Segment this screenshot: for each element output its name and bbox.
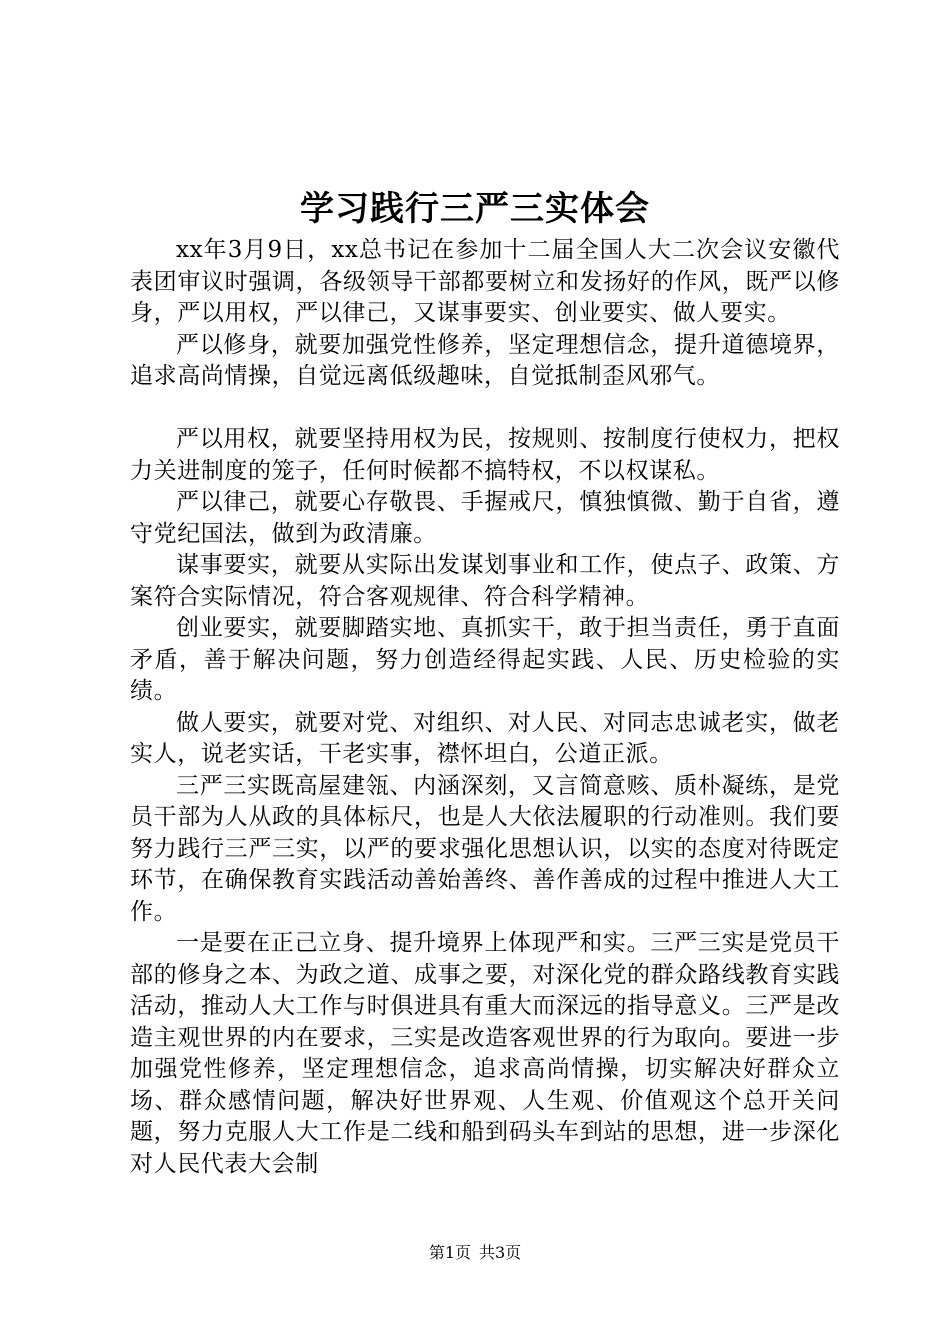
paragraph-self-discipline: 严以律己，就要心存敬畏、手握戒尺，慎独慎微、勤于自省，遵守党纪国法，做到为政清廉。: [130, 489, 840, 547]
paragraph-conduct: 做人要实，就要对党、对组织、对人民、对同志忠诚老实，做老实人，说老实话，干老实事，襟怀坦白，公道正派。: [130, 709, 840, 767]
paragraph-entrepreneurship: 创业要实，就要脚踏实地、真抓实干，敢于担当责任，勇于直面矛盾，善于解决问题，努力创造经得起实践、人民、历史检验的实绩。: [130, 615, 840, 704]
paragraph-point-one: 一是要在正己立身、提升境界上体现严和实。三严三实是党员干部的修身之本、为政之道、成事之要，对深化党的群众路线教育实践活动，推动人大工作与时俱进具有重大而深远的指导意义。三严是改造主观世界的内在要求，三实是改造客观世界的行为取向。要进一步加强党性修养，坚定理想信念，追求高尚情操，切实解决好群众立场、群众感情问题，解决好世界观、人生观、价值观这个总开关问题，努力克服人大工作是二线和船到码头车到站的思想，进一步深化对人民代表大会制: [130, 930, 840, 1177]
document-body: [130, 235, 840, 1180]
paragraph-planning: 谋事要实，就要从实际出发谋划事业和工作，使点子、政策、方案符合实际情况，符合客观规律、符合科学精神。: [130, 552, 840, 610]
page-total: 共3页: [479, 1243, 522, 1262]
page-footer: [0, 1242, 950, 1264]
page-number: 第1页: [428, 1243, 471, 1262]
paragraph-intro: xx年3月9日，xx总书记在参加十二届全国人大二次会议安徽代表团审议时强调，各级领导干部都要树立和发扬好的作风，既严以修身，严以用权，严以律己，又谋事要实、创业要实、做人要实。: [130, 237, 840, 326]
paragraph-use-of-power: 严以用权，就要坚持用权为民，按规则、按制度行使权力，把权力关进制度的笼子，任何时候都不搞特权，不以权谋私。: [130, 426, 840, 484]
document-title: 学习践行三严三实体会: [300, 189, 650, 229]
paragraph-summary: 三严三实既高屋建瓴、内涵深刻，又言简意赅、质朴凝练，是党员干部为人从政的具体标尺，也是人大依法履职的行动准则。我们要努力践行三严三实，以严的要求强化思想认识，以实的态度对待既定环节，在确保教育实践活动善始善终、善作善成的过程中推进人大工作。: [130, 772, 840, 925]
paragraph-self-cultivation: 严以修身，就要加强党性修养，坚定理想信念，提升道德境界，追求高尚情操，自觉远离低级趣味，自觉抵制歪风邪气。: [130, 331, 840, 389]
